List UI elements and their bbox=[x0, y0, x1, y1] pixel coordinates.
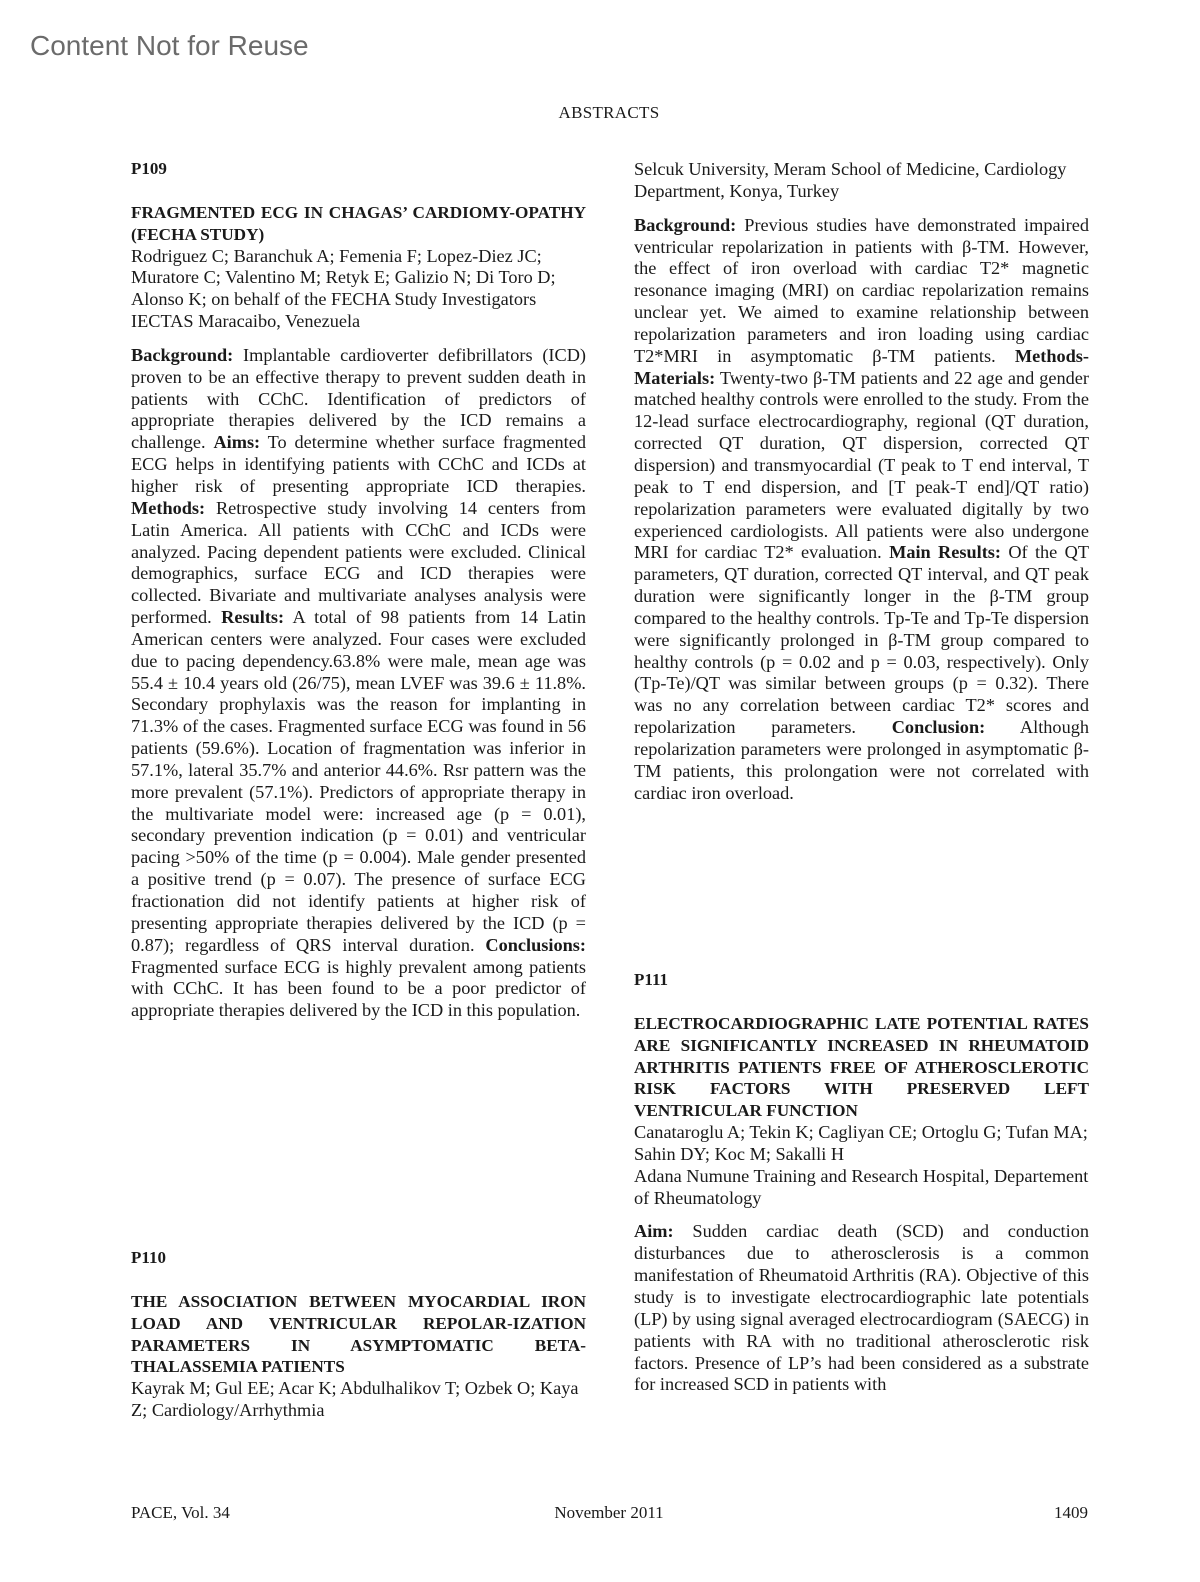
abstract-id: P111 bbox=[634, 970, 669, 989]
abstract-body bbox=[131, 345, 586, 1022]
abstract-title: FRAGMENTED ECG IN CHAGAS’ CARDIOMY-OPATHY (FECHA STUDY) bbox=[131, 202, 586, 244]
abstract-affiliation: Adana Numune Training and Research Hospital, Departement of Rheumatology bbox=[634, 1165, 1089, 1208]
abstract-id: P110 bbox=[131, 1248, 166, 1267]
abstract-p110-body bbox=[634, 159, 1089, 804]
section-text: Fragmented surface ECG is highly prevalent among patients with CChC. It has been found to be a poor predictor of appropriate therapies delivered by the ICD in this population. bbox=[131, 956, 586, 1021]
footer-page-number: 1409 bbox=[1054, 1503, 1088, 1522]
abstract-affiliation: Selcuk University, Meram School of Medicine, Cardiology Department, Konya, Turkey bbox=[634, 159, 1067, 201]
section-text: Previous studies have demonstrated impaired ventricular repolarization in patients with β-TM. However, the effect of iron overload with cardiac T2* magnetic resonance imaging (MRI) on cardiac repolarization remains unclear yet. We aimed to examine relationship between repolarization parameters and iron loading using cardiac T2*MRI in asymptomatic β-TM patients. bbox=[634, 214, 1089, 366]
running-head: ABSTRACTS bbox=[558, 103, 660, 122]
footer-journal: PACE, Vol. 34 bbox=[131, 1503, 230, 1522]
abstract-p109 bbox=[131, 158, 586, 1022]
abstract-id: P109 bbox=[131, 159, 167, 178]
section-label: Aim: bbox=[634, 1221, 674, 1242]
section-label: Conclusion: bbox=[891, 717, 986, 738]
section-text: A total of 98 patients from 14 Latin American centers were analyzed. Four cases were excluded due to pacing dependency.63.8% were male, mean age was 55.4 ± 10.4 years old (26/75), mean LVEF was 39.6 ± 11.8%. Secondary prophylaxis was the reason for implanting in 71.3% of the cases. Fragmented surface ECG was found in 56 patients (59.6%). Location of fragmentation was inferior in 57.1%, lateral 35.7% and anterior 44.6%. Rsr pattern was the more prevalent (57.1%). Predictors of appropriate therapy in the multivariate model were: increased age (p = 0.01), secondary prevention indication (p = 0.01) and ventricular pacing >50% of the time (p = 0.004). Male gender presented a positive trend (p = 0.07). The presence of surface ECG fractionation did not identify patients at higher risk of presenting appropriate therapies delivered by the ICD (p = 0.87); regardless of QRS interval duration. bbox=[131, 607, 586, 955]
abstract-body bbox=[634, 215, 1089, 805]
section-text: Of the QT parameters, QT duration, corrected QT interval, and QT peak duration were significantly longer in the β-TM group compared to the healthy controls. Tp-Te and Tp-Te dispersion were significantly prolonged in β-TM group compared to healthy controls (p = 0.02 and p = 0.03, respectively). Only (Tp-Te)/QT was similar between groups (p = 0.32). There was no any correlation between cardiac T2* scores and repolarization parameters. bbox=[634, 542, 1089, 738]
abstract-authors: Kayrak M; Gul EE; Acar K; Abdulhalikov T; Ozbek O; Kaya Z; Cardiology/Arrhythmia bbox=[131, 1378, 579, 1421]
section-label: Main Results: bbox=[889, 542, 1002, 563]
section-text: Although repolarization parameters were prolonged in asymptomatic β-TM patients, this prolongation were not correlated with cardiac iron overload. bbox=[634, 717, 1089, 803]
section-text: Sudden cardiac death (SCD) and conduction disturbances due to atherosclerosis is a common manifestation of Rheumatoid Arthritis (RA). Objective of this study is to investigate electrocardiographic late potentials (LP) by using signal averaged electrocardiogram (SAECG) in patients with RA with no traditional atherosclerotic risk factors. Presence of LP’s had been considered as a substrate for increased SCD in patients with bbox=[634, 1221, 1089, 1395]
abstract-affiliation: IECTAS Maracaibo, Venezuela bbox=[131, 311, 361, 332]
abstract-title: THE ASSOCIATION BETWEEN MYOCARDIAL IRON LOAD AND VENTRICULAR REPOLAR-IZATION PARAMETERS IN ASYMPTOMATIC BETA-THALASSEMIA PATIENTS bbox=[131, 1291, 586, 1377]
abstract-p111 bbox=[634, 969, 1089, 1396]
section-text: Implantable cardioverter defibrillators (ICD) proven to be an effective therapy to prevent sudden death in patients with CChC. Identification of predictors of appropriate therapies delivered by the ICD remains a challenge. bbox=[131, 344, 586, 453]
section-label: Conclusions: bbox=[485, 934, 586, 955]
abstract-authors: Canataroglu A; Tekin K; Cagliyan CE; Ortoglu G; Tufan MA; Sahin DY; Koc M; Sakalli H bbox=[634, 1122, 1088, 1164]
section-text: Twenty-two β-TM patients and 22 age and gender matched healthy controls were enrolled to the study. From the 12-lead surface electrocardiography, regional (QT duration, corrected QT duration, QT dispersion, corrected QT dispersion) and transmyocardial (T peak to T end interval, T peak to T end dispersion, and [T peak-T end]/QT ratio) repolarization parameters were evaluated digitally by two experienced cardiologists. All patients were also undergone MRI for cardiac T2* evaluation. bbox=[634, 367, 1089, 563]
section-label: Background: bbox=[634, 214, 737, 235]
section-label: Results: bbox=[221, 607, 285, 628]
watermark: Content Not for Reuse bbox=[30, 30, 309, 61]
section-text: To determine whether surface fragmented ECG helps in identifying patients with CChC and ICDs at higher risk of presenting appropriate ICD therapies. bbox=[131, 432, 586, 496]
abstract-title: ELECTROCARDIOGRAPHIC LATE POTENTIAL RATES ARE SIGNIFICANTLY INCREASED IN RHEUMATOID ARTHRITIS PATIENTS FREE OF ATHEROSCLEROTIC RISK FACTORS WITH PRESERVED LEFT VENTRICULAR FUNCTION bbox=[634, 1013, 1089, 1121]
section-label: Methods-Materials: bbox=[634, 345, 1089, 388]
abstract-authors: Rodriguez C; Baranchuk A; Femenia F; Lopez-Diez JC; Muratore C; Valentino M; Retyk E; Galizio N; Di Toro D; Alonso K; on behalf of the FECHA Study Investigators bbox=[131, 245, 556, 310]
section-label: Aims: bbox=[213, 432, 261, 453]
footer-date: November 2011 bbox=[554, 1503, 664, 1522]
abstract-p110-header bbox=[131, 1247, 586, 1422]
section-label: Methods: bbox=[131, 497, 206, 518]
abstract-body bbox=[634, 1221, 1089, 1396]
section-text: Retrospective study involving 14 centers from Latin America. All patients with CChC and ICDs were analyzed. Pacing dependent patients were excluded. Clinical demographics, surface ECG and ICD therapies were collected. Bivariate and multivariate analyses analysis were performed. bbox=[131, 497, 586, 628]
section-label: Background: bbox=[131, 344, 234, 365]
